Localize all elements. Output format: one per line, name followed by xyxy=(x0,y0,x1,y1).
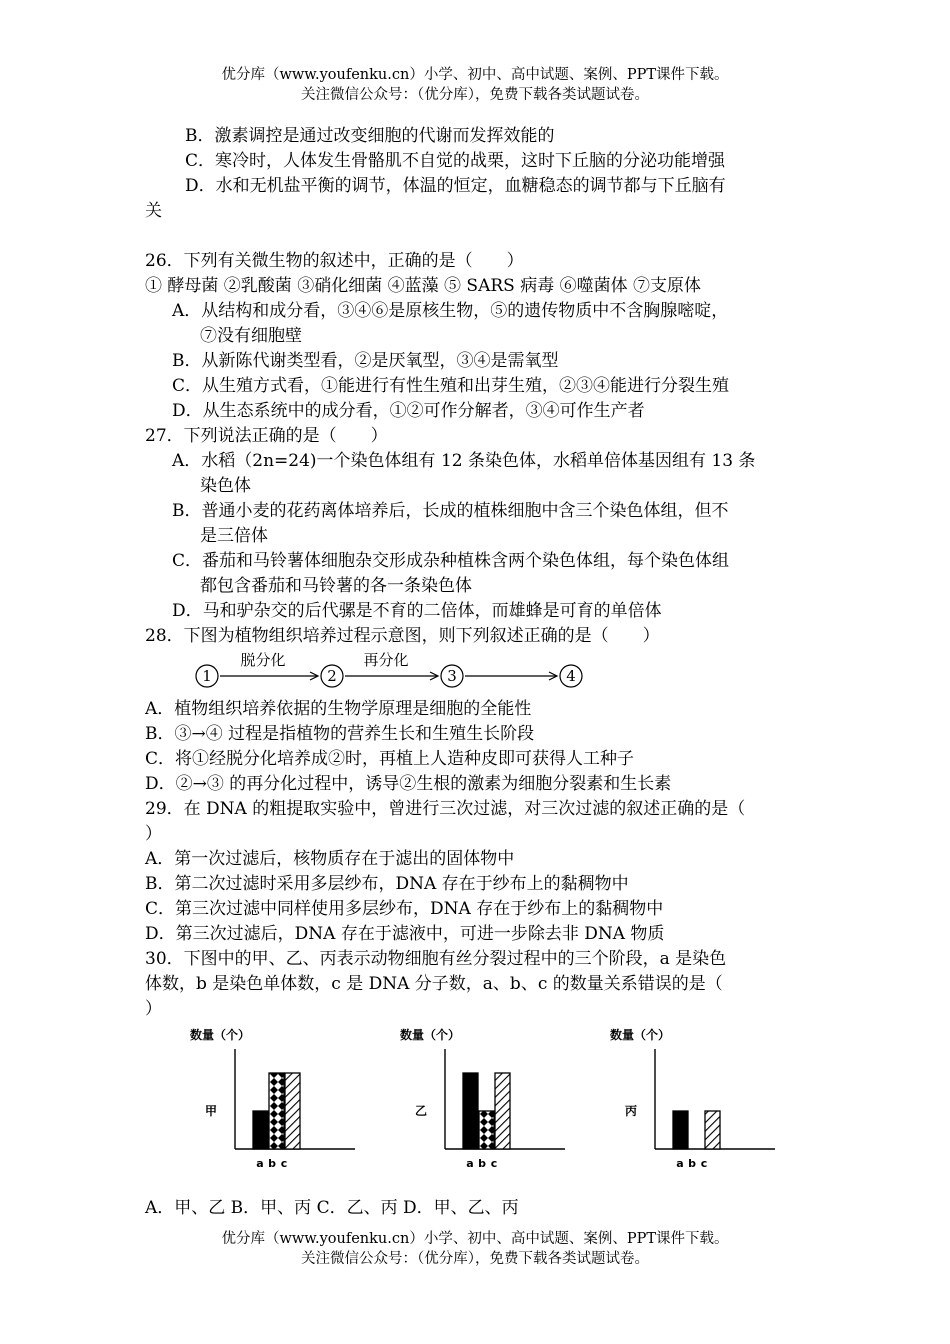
q26-organism-list: ① 酵母菌 ②乳酸菌 ③硝化细菌 ④蓝藻 ⑤ SARS 病毒 ⑥噬菌体 ⑦支原体 xyxy=(145,276,702,296)
chart-yi-bar-b xyxy=(479,1111,494,1149)
q26-option-c: C．从生殖方式看，①能进行有性生殖和出芽生殖，②③④能进行分裂生殖 xyxy=(172,376,730,396)
q27-option-d: D．马和驴杂交的后代骡是不育的二倍体，而雄蜂是可育的单倍体 xyxy=(172,601,662,621)
q30-stem-continued: 体数，b 是染色单体数，c 是 DNA 分子数，a、b、c 的数量关系错误的是（ xyxy=(145,974,723,994)
chart-bing-name: 丙 xyxy=(625,1104,638,1118)
chart-jia-bar-c xyxy=(285,1073,300,1149)
chart-jia-name: 甲 xyxy=(205,1104,218,1118)
flow-node-3-label: 3 xyxy=(447,667,457,685)
q25-option-c: C．寒冷时，人体发生骨骼肌不自觉的战栗，这时下丘脑的分泌功能增强 xyxy=(185,151,726,171)
chart-bing-tick-b: b xyxy=(688,1157,696,1170)
chart-bing-bar-a xyxy=(673,1111,688,1149)
footer-line-1: 优分库（www.youfenku.cn）小学、初中、高中试题、案例、PPT课件下载。 xyxy=(221,1231,729,1247)
flow-node-1-label: 1 xyxy=(202,667,212,685)
chart-bing xyxy=(610,1022,780,1172)
chart-jia-tick-b: b xyxy=(268,1157,276,1170)
q30-stem-end: ） xyxy=(145,999,162,1019)
q27-option-a-continued: 染色体 xyxy=(200,476,251,496)
chart-bing-tick-a: a xyxy=(676,1157,684,1170)
flow-node-2-label: 2 xyxy=(327,667,337,685)
q25-option-d: D．水和无机盐平衡的调节，体温的恒定，血糖稳态的调节都与下丘脑有 xyxy=(185,176,726,196)
chart-jia-bar-b xyxy=(269,1073,284,1149)
q27-option-b-continued: 是三倍体 xyxy=(200,526,268,546)
chart-yi-bar-c xyxy=(495,1073,510,1149)
flow-label-dedifferentiation: 脱分化 xyxy=(240,651,286,669)
chart-jia-ylabel: 数量（个） xyxy=(190,1028,251,1042)
q28-stem: 28．下图为植物组织培养过程示意图，则下列叙述正确的是（ ） xyxy=(145,626,660,646)
q26-stem: 26．下列有关微生物的叙述中，正确的是（ ） xyxy=(145,251,524,271)
chart-jia-tick-a: a xyxy=(256,1157,264,1170)
q27-option-b: B．普通小麦的花药离体培养后，长成的植株细胞中含三个染色体组，但不 xyxy=(172,501,729,521)
chart-jia-tick-c: c xyxy=(280,1157,288,1170)
chart-yi-ylabel: 数量（个） xyxy=(400,1028,461,1042)
flow-node-4-label: 4 xyxy=(566,667,576,685)
q30-options: A．甲、乙 B．甲、丙 C．乙、丙 D．甲、乙、丙 xyxy=(145,1198,519,1218)
q29-stem-continued: ） xyxy=(145,824,162,844)
q27-option-c-continued: 都包含番茄和马铃薯的各一条染色体 xyxy=(200,576,472,596)
q28-option-d: D．②→③ 的再分化过程中，诱导②生根的激素为细胞分裂素和生长素 xyxy=(145,774,672,794)
q30-stem: 30．下图中的甲、乙、丙表示动物细胞有丝分裂过程中的三个阶段，a 是染色 xyxy=(145,949,727,969)
chart-bing-ylabel: 数量（个） xyxy=(610,1028,671,1042)
footer-line-2: 关注微信公众号：（优分库），免费下载各类试题试卷。 xyxy=(301,1251,649,1267)
chart-jia-bar-a xyxy=(253,1111,268,1149)
q25-option-b: B．激素调控是通过改变细胞的代谢而发挥效能的 xyxy=(185,126,555,146)
tissue-culture-flow-diagram xyxy=(190,648,590,692)
q28-option-b: B．③→④ 过程是指植物的营养生长和生殖生长阶段 xyxy=(145,724,535,744)
q25-option-d-continued: 关 xyxy=(145,201,162,221)
q28-option-a: A．植物组织培养依据的生物学原理是细胞的全能性 xyxy=(145,699,532,719)
chart-yi-tick-a: a xyxy=(466,1157,474,1170)
q29-option-d: D．第三次过滤后，DNA 存在于滤液中，可进一步除去非 DNA 物质 xyxy=(145,924,665,944)
chart-yi-tick-b: b xyxy=(478,1157,486,1170)
q27-option-c: C．番茄和马铃薯体细胞杂交形成杂种植株含两个染色体组，每个染色体组 xyxy=(172,551,730,571)
chart-bing-tick-c: c xyxy=(700,1157,708,1170)
q26-option-a-continued: ⑦没有细胞壁 xyxy=(200,326,302,346)
q26-option-a: A．从结构和成分看，③④⑥是原核生物，⑤的遗传物质中不含胸腺嘧啶， xyxy=(172,301,729,321)
header-line-1: 优分库（www.youfenku.cn）小学、初中、高中试题、案例、PPT课件下载。 xyxy=(221,67,729,83)
chart-jia xyxy=(190,1022,360,1172)
chart-yi-tick-c: c xyxy=(490,1157,498,1170)
chart-yi xyxy=(400,1022,570,1172)
header-line-2: 关注微信公众号：（优分库），免费下载各类试题试卷。 xyxy=(301,87,649,103)
q29-option-b: B．第二次过滤时采用多层纱布，DNA 存在于纱布上的黏稠物中 xyxy=(145,874,629,894)
q27-stem: 27．下列说法正确的是（ ） xyxy=(145,426,388,446)
q29-option-c: C．第三次过滤中同样使用多层纱布，DNA 存在于纱布上的黏稠物中 xyxy=(145,899,664,919)
q29-stem: 29．在 DNA 的粗提取实验中，曾进行三次过滤，对三次过滤的叙述正确的是（ xyxy=(145,799,746,819)
q28-option-c: C．将①经脱分化培养成②时，再植上人造种皮即可获得人工种子 xyxy=(145,749,635,769)
chart-bing-bar-c xyxy=(705,1111,720,1149)
chart-yi-name: 乙 xyxy=(415,1104,428,1118)
q27-option-a: A．水稻（2n=24)一个染色体组有 12 条染色体，水稻单倍体基因组有 13 条 xyxy=(172,451,756,471)
chart-yi-bar-a xyxy=(463,1073,478,1149)
flow-label-redifferentiation: 再分化 xyxy=(363,651,409,669)
q26-option-d: D．从生态系统中的成分看，①②可作分解者，③④可作生产者 xyxy=(172,401,645,421)
q26-option-b: B．从新陈代谢类型看，②是厌氧型，③④是需氧型 xyxy=(172,351,559,371)
q29-option-a: A．第一次过滤后，核物质存在于滤出的固体物中 xyxy=(145,849,515,869)
